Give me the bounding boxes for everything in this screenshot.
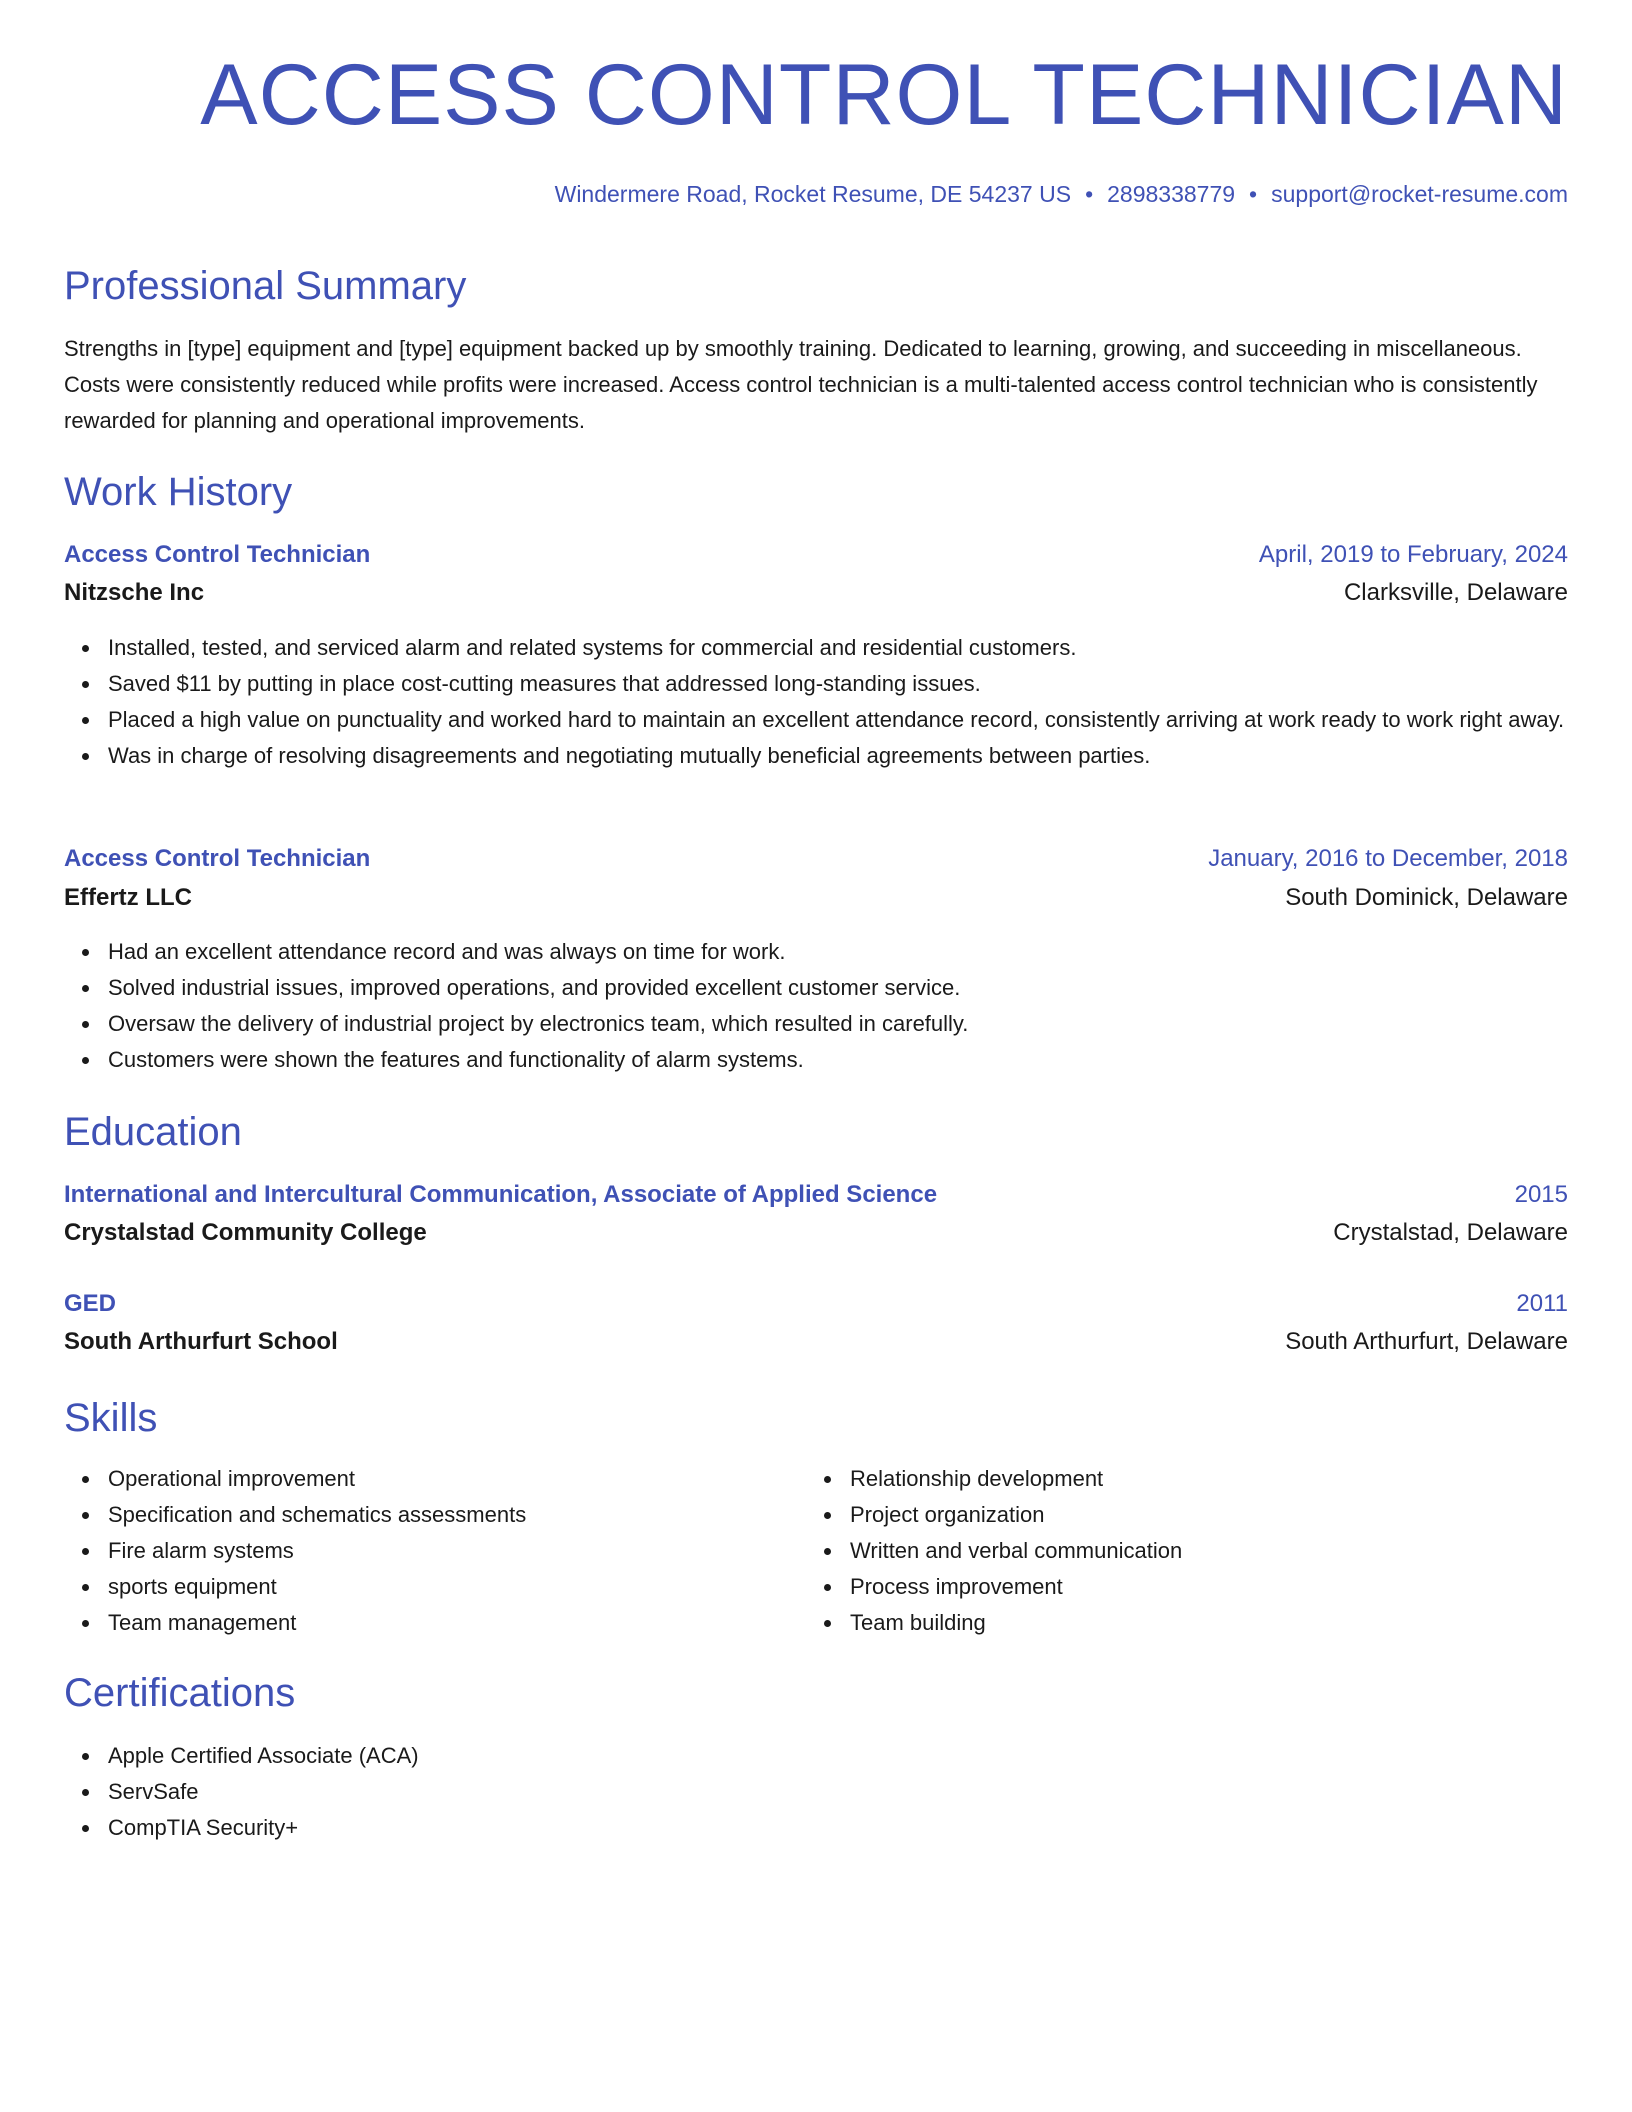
resume-page — [64, 0, 1568, 2112]
education-year: 2011 — [1516, 1290, 1568, 1317]
list-item: Fire alarm systems — [108, 1533, 798, 1569]
section-heading-summary: Professional Summary — [64, 264, 467, 308]
section-heading-work: Work History — [64, 470, 293, 514]
contact-email[interactable]: support@rocket-resume.com — [1271, 181, 1568, 207]
job-title: Access Control Technician — [64, 541, 371, 568]
contact-address: Windermere Road, Rocket Resume, DE 54237 US — [554, 181, 1072, 207]
job-subheader — [64, 578, 1568, 608]
summary-text: Strengths in [type] equipment and [type] equipment backed up by smoothly training. Dedicated to learning, growing, and succeeding in miscellaneous. Costs were consistently reduced while profits were increased. Access control technician is a multi-talented access control technician who is consistently rewarded for planning and operational improvements. — [64, 336, 1538, 433]
list-item: Process improvement — [850, 1569, 1568, 1605]
education-location: South Arthurfurt, Delaware — [1285, 1328, 1568, 1355]
job-dates: January, 2016 to December, 2018 — [1208, 845, 1568, 872]
job-title: Access Control Technician — [64, 845, 371, 872]
section-heading-skills: Skills — [64, 1396, 158, 1440]
list-item: CompTIA Security+ — [108, 1810, 1568, 1846]
job-bullets — [64, 630, 1568, 774]
job-company: Nitzsche Inc — [64, 579, 205, 606]
skills-list-left — [64, 1461, 798, 1641]
education-degree: International and Intercultural Communication, Associate of Applied Science — [64, 1181, 938, 1208]
education-subheader — [64, 1327, 1568, 1357]
list-item: Installed, tested, and serviced alarm and related systems for commercial and residential customers. — [108, 630, 1568, 666]
section-heading-certifications: Certifications — [64, 1671, 296, 1715]
list-item: Customers were shown the features and functionality of alarm systems. — [108, 1042, 1568, 1078]
list-item: sports equipment — [108, 1569, 798, 1605]
list-item: Was in charge of resolving disagreements and negotiating mutually beneficial agreements between parties. — [108, 738, 1568, 774]
education-school: South Arthurfurt School — [64, 1328, 338, 1355]
education-location: Crystalstad, Delaware — [1333, 1219, 1568, 1246]
contact-phone[interactable]: 2898338779 — [1107, 181, 1236, 207]
education-school: Crystalstad Community College — [64, 1219, 427, 1246]
education-year: 2015 — [1514, 1181, 1568, 1208]
list-item: Operational improvement — [108, 1461, 798, 1497]
resume-title: ACCESS CONTROL TECHNICIAN — [200, 47, 1568, 143]
education-header — [64, 1180, 1568, 1210]
job-subheader — [64, 883, 1568, 913]
list-item: Written and verbal communication — [850, 1533, 1568, 1569]
contact-separator: • — [1085, 181, 1094, 207]
list-item: Relationship development — [850, 1461, 1568, 1497]
list-item: Placed a high value on punctuality and worked hard to maintain an excellent attendance record, consistently arriving at work ready to work right away. — [108, 702, 1568, 738]
contact-separator: • — [1249, 181, 1258, 207]
job-header — [64, 540, 1568, 570]
list-item: Had an excellent attendance record and was always on time for work. — [108, 934, 1568, 970]
section-heading-education: Education — [64, 1110, 242, 1154]
job-header — [64, 844, 1568, 874]
skills-list-right — [806, 1461, 1568, 1641]
certifications-list — [64, 1738, 1568, 1846]
contact-line — [555, 181, 1568, 209]
list-item: Apple Certified Associate (ACA) — [108, 1738, 1568, 1774]
job-bullets — [64, 934, 1568, 1078]
list-item: Specification and schematics assessments — [108, 1497, 798, 1533]
job-location: South Dominick, Delaware — [1285, 884, 1568, 911]
list-item: Oversaw the delivery of industrial project by electronics team, which resulted in carefully. — [108, 1006, 1568, 1042]
job-location: Clarksville, Delaware — [1343, 579, 1568, 606]
education-header — [64, 1289, 1568, 1319]
list-item: ServSafe — [108, 1774, 1568, 1810]
job-company: Effertz LLC — [64, 884, 192, 911]
job-dates: April, 2019 to February, 2024 — [1258, 541, 1568, 568]
education-subheader — [64, 1218, 1568, 1248]
list-item: Saved $11 by putting in place cost-cutting measures that addressed long-standing issues. — [108, 666, 1568, 702]
list-item: Project organization — [850, 1497, 1568, 1533]
list-item: Solved industrial issues, improved operations, and provided excellent customer service. — [108, 970, 1568, 1006]
list-item: Team management — [108, 1605, 798, 1641]
education-degree: GED — [64, 1290, 117, 1317]
list-item: Team building — [850, 1605, 1568, 1641]
